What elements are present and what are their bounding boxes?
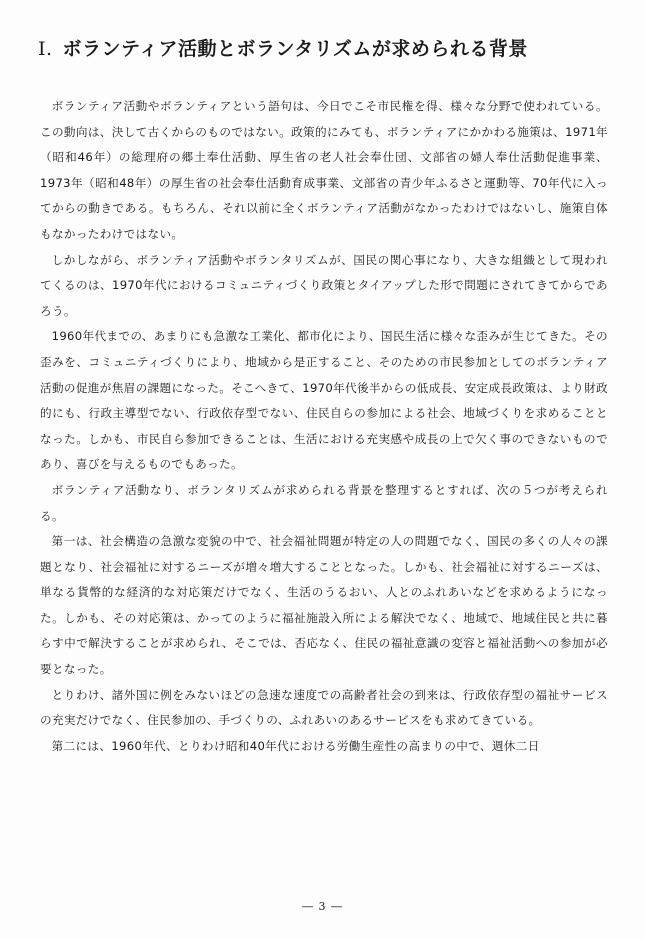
section-heading <box>38 34 618 61</box>
paragraph-1: ボランティア活動やボランティアという語句は、今日でこそ市民権を得、様々な分野で使われている。この動向は、決して古くからのものではない。政策的にみても、ボランティアにかかわる施策は、1971年（昭和46年）の総理府の郷土奉仕活動、厚生省の老人社会奉仕団、文部省の婦人奉仕活動促進事業、1973年（昭和48年）の厚生省の社会奉仕活動育成事業、文部省の青少年ふるさと運動等、70年代に入ってからの動きである。もちろん、それ以前に全くボランティア活動がなかったわけではないし、施策自体もなかったわけではない。 <box>40 99 608 241</box>
body-text <box>40 94 608 759</box>
paragraph-4: ボランティア活動なり、ボランタリズムが求められる背景を整理するとすれば、次の５つが考えられる。 <box>40 482 608 523</box>
paragraph-2: しかしながら、ボランティア活動やボランタリズムが、国民の関心事になり、大きな組織として現われてくるのは、1970年代におけるコミュニティづくり政策とタイアップした形で問題にされてきてからであろう。 <box>40 252 608 318</box>
section-number: Ⅰ. <box>38 38 53 60</box>
paragraph-5: 第一は、社会構造の急激な変貌の中で、社会福祉問題が特定の人の問題でなく、国民の多くの人々の課題となり、社会福祉に対するニーズが増々増大することとなった。しかも、社会福祉に対するニーズは、単なる貨幣的な経済的な対応策だけでなく、生活のうるおい、人とのふれあいなどを求めるようになった。しかも、その対応策は、かってのように福祉施設入所による解決でなく、地域で、地域住民と共に暮らす中で解決することが求められ、そこでは、否応なく、住民の福祉意識の変容と福祉活動への参加が必要となった。 <box>40 534 608 677</box>
page-number: ― 3 ― <box>302 900 343 913</box>
paragraph-3: 1960年代までの、あまりにも急激な工業化、都市化により、国民生活に様々な歪みが生じてきた。その歪みを、コミュニティづくりにより、地域から是正すること、そのための市民参加としてのボランティア活動の促進が焦眉の課題になった。そこへきて、1970年代後半からの低成長、安定成長政策は、より財政的にも、行政主導型でない、行政依存型でない、住民自らの参加による社会、地域づくりを求めることとなった。しかも、市民自ら参加できることは、生活における充実感や成長の上で欠く事のできないものであり、喜びを与えるものでもあった。 <box>40 329 608 472</box>
section-title: ボランティア活動とボランタリズムが求められる背景 <box>62 38 528 60</box>
paragraph-7: 第二には、1960年代、とりわけ昭和40年代における労働生産性の高まりの中で、週休二日 <box>51 738 540 753</box>
paragraph-6: とりわけ、諸外国に例をみないほどの急速な速度での高齢者社会の到来は、行政依存型の福祉サービスの充実だけでなく、住民参加の、手づくりの、ふれあいのあるサービスをも求めてきている。 <box>40 687 608 728</box>
